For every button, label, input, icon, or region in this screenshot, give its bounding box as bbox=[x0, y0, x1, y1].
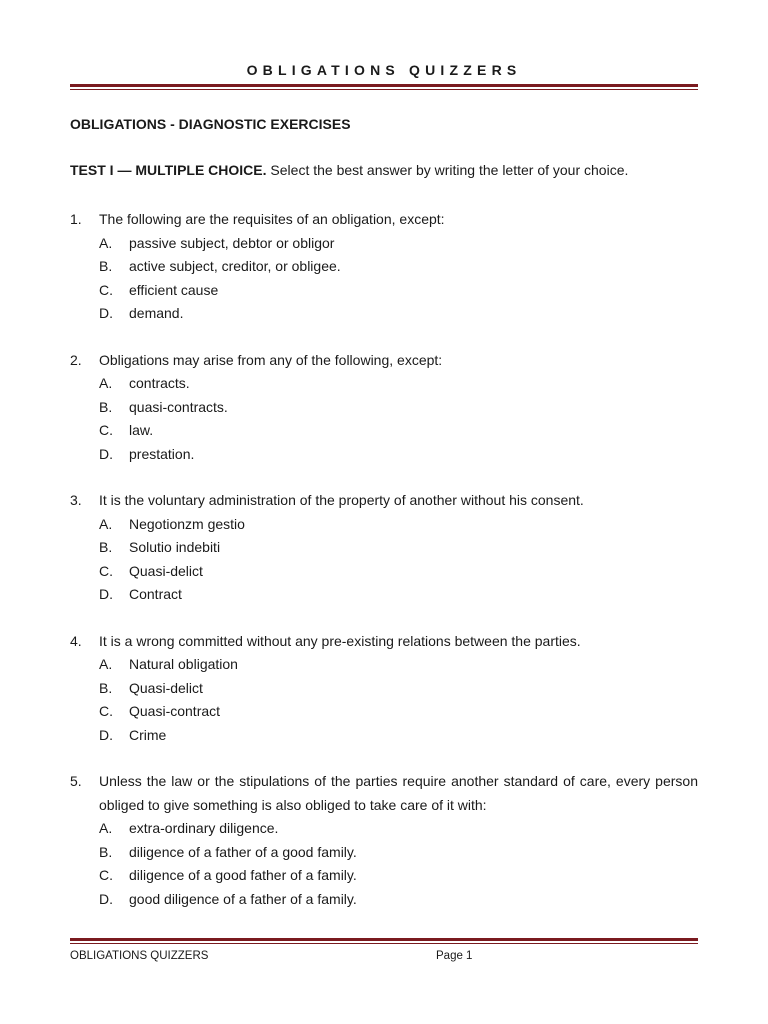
question-number: 4. bbox=[70, 632, 82, 649]
option-letter: D. bbox=[99, 305, 113, 321]
question-number: 5. bbox=[70, 773, 82, 789]
option-letter: A. bbox=[99, 820, 113, 836]
answer-option bbox=[99, 232, 698, 256]
question-text: Unless the law or the stipulations of the parties require another standard of care, every person obliged to give something is also obliged to take care of it with: bbox=[99, 773, 698, 813]
answer-option bbox=[99, 841, 698, 865]
option-text: diligence of a father of a good family. bbox=[129, 843, 357, 860]
answer-option bbox=[99, 255, 698, 279]
answer-option bbox=[99, 443, 698, 467]
test-title: TEST I — MULTIPLE CHOICE. bbox=[70, 162, 267, 178]
question-number: 1. bbox=[70, 211, 82, 227]
option-letter: A. bbox=[99, 375, 113, 391]
option-letter: B. bbox=[99, 258, 113, 274]
option-letter: A. bbox=[99, 234, 113, 251]
option-text: law. bbox=[129, 422, 154, 438]
question-text: The following are the requisites of an obligation, except: bbox=[99, 211, 445, 227]
page-header-title: OBLIGATIONS QUIZZERS bbox=[246, 62, 522, 78]
option-text: Solutio indebiti bbox=[129, 539, 221, 555]
option-letter: A. bbox=[99, 515, 113, 532]
option-text: Negotionzm gestio bbox=[129, 515, 245, 532]
header-rule bbox=[70, 84, 698, 90]
option-text: passive subject, debtor or obligor bbox=[129, 234, 335, 251]
option-text: efficient cause bbox=[129, 281, 219, 298]
answer-option bbox=[99, 817, 698, 841]
option-text: Quasi-delict bbox=[129, 562, 203, 579]
answer-option bbox=[99, 700, 698, 724]
option-letter: C. bbox=[99, 562, 113, 579]
question-text: It is the voluntary administration of the property of another without his consent. bbox=[99, 492, 584, 508]
answer-option bbox=[99, 653, 698, 677]
answer-option bbox=[99, 372, 698, 396]
answer-option bbox=[99, 536, 698, 560]
answer-option bbox=[99, 419, 698, 443]
answer-option bbox=[99, 888, 698, 912]
question-number: 2. bbox=[70, 351, 82, 368]
option-letter: A. bbox=[99, 656, 113, 672]
option-text: Contract bbox=[129, 586, 182, 602]
option-letter: C. bbox=[99, 703, 113, 719]
question-item bbox=[70, 208, 698, 326]
option-letter: C. bbox=[99, 422, 113, 438]
option-text: Quasi-contract bbox=[129, 703, 221, 719]
question-item bbox=[70, 349, 698, 467]
question-text: It is a wrong committed without any pre-existing relations between the parties. bbox=[99, 632, 581, 649]
option-letter: D. bbox=[99, 586, 113, 602]
option-text: active subject, creditor, or obligee. bbox=[129, 258, 341, 274]
test-instructions-text: Select the best answer by writing the letter of your choice. bbox=[270, 162, 629, 178]
option-text: diligence of a good father of a family. bbox=[129, 867, 357, 883]
option-text: quasi-contracts. bbox=[129, 398, 228, 415]
option-letter: B. bbox=[99, 843, 113, 860]
option-letter: C. bbox=[99, 867, 113, 883]
answer-option bbox=[99, 279, 698, 303]
footer-title: OBLIGATIONS QUIZZERS bbox=[70, 950, 209, 962]
answer-option bbox=[99, 513, 698, 537]
option-text: good diligence of a father of a family. bbox=[129, 890, 357, 907]
answer-option bbox=[99, 677, 698, 701]
option-text: contracts. bbox=[129, 375, 190, 391]
option-text: demand. bbox=[129, 305, 184, 321]
option-letter: D. bbox=[99, 726, 113, 743]
test-instructions bbox=[70, 162, 628, 178]
question-number: 3. bbox=[70, 492, 82, 508]
question-item bbox=[70, 770, 698, 911]
option-letter: D. bbox=[99, 890, 113, 907]
option-letter: D. bbox=[99, 445, 113, 462]
question-item bbox=[70, 489, 698, 607]
option-letter: C. bbox=[99, 281, 113, 298]
option-letter: B. bbox=[99, 539, 113, 555]
option-text: Natural obligation bbox=[129, 656, 238, 672]
option-letter: B. bbox=[99, 679, 113, 696]
page-number: Page 1 bbox=[436, 950, 473, 962]
answer-option bbox=[99, 302, 698, 326]
option-text: extra-ordinary diligence. bbox=[129, 820, 279, 836]
option-text: Quasi-delict bbox=[129, 679, 203, 696]
answer-option bbox=[99, 396, 698, 420]
answer-option bbox=[99, 864, 698, 888]
answer-option bbox=[99, 583, 698, 607]
question-item bbox=[70, 630, 698, 748]
answer-option bbox=[99, 560, 698, 584]
option-text: Crime bbox=[129, 726, 167, 743]
option-text: prestation. bbox=[129, 445, 195, 462]
question-text: Obligations may arise from any of the following, except: bbox=[99, 351, 443, 368]
footer-rule bbox=[70, 938, 698, 944]
answer-option bbox=[99, 724, 698, 748]
option-letter: B. bbox=[99, 398, 113, 415]
question-list bbox=[70, 208, 698, 934]
document-heading: OBLIGATIONS - DIAGNOSTIC EXERCISES bbox=[70, 116, 351, 132]
